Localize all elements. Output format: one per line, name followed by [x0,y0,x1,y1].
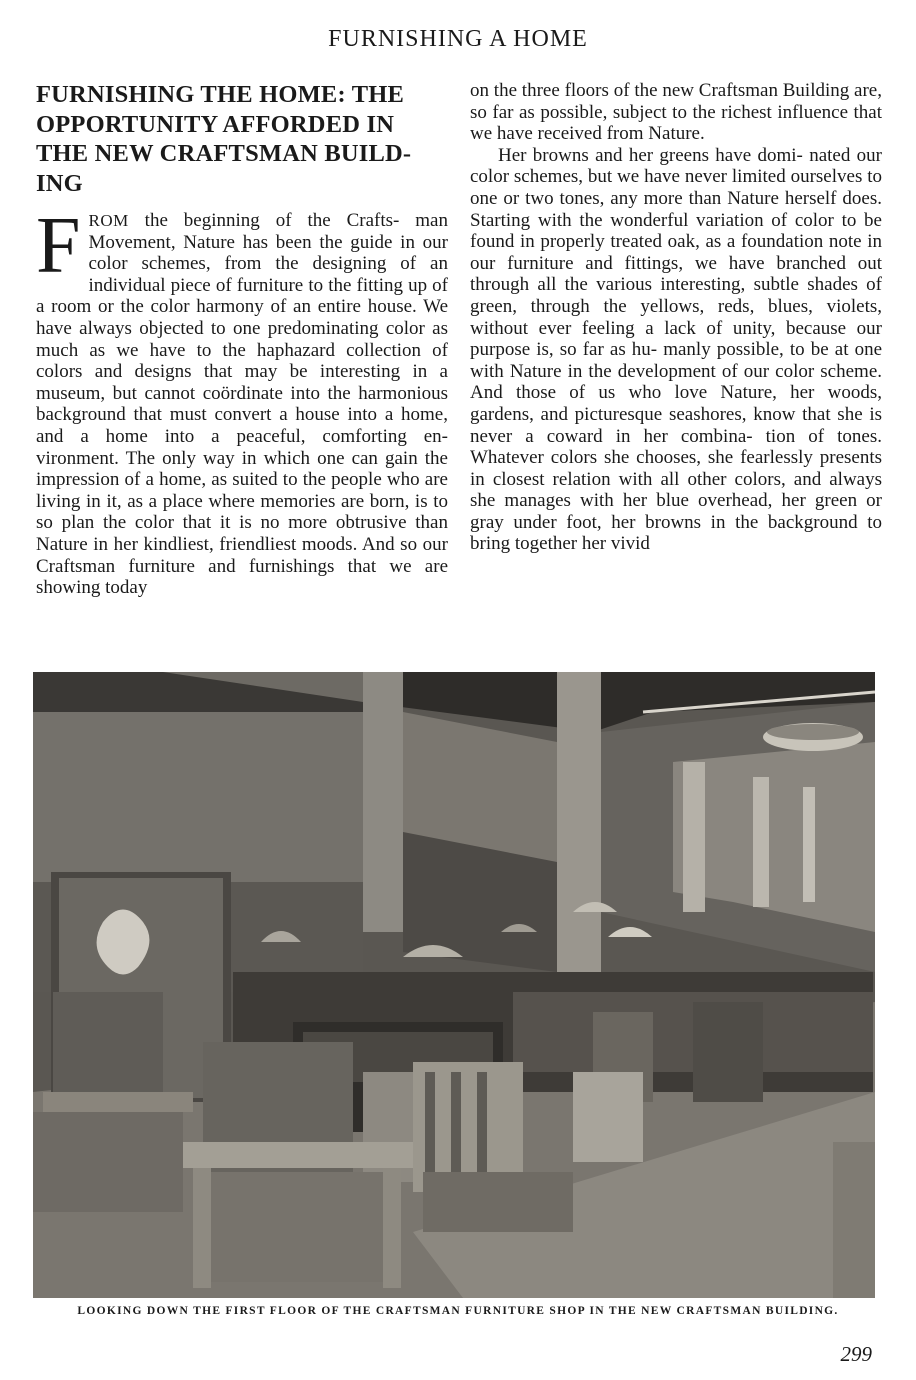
page-number: 299 [840,1342,872,1366]
showroom-photograph [33,672,875,1298]
right-column-paragraph: Her browns and her greens have domi- nated our color schemes, but we have never limited ourselves to one or two tones, any more than Nature herself does. Starting with the wonderful variation of color to be found in properly treated oak, as a foundation note in our furniture and fittings, we have branched out through all the various interesting, subtle shades of green, through the yellows, reds, blues, violets, without ever feeling a lack of unity, because our purpose is, so far as hu- manly possible, to be at one with Nature in the development of our color scheme. And those of us who love Nature, her woods, gardens, and picturesque seashores, know that she is never a coward in her combina- tion of tones. Whatever colors she chooses, she fearlessly presents in closest relation with all other colors, and always she manages with her blue overhead, her green or gray under foot, her browns in the background to bring together her vivid [470,144,882,555]
right-column [470,80,882,555]
drop-cap: F [36,202,81,290]
opening-smallcaps: ROM [88,211,129,230]
running-head: FURNISHING A HOME [328,26,588,52]
photo-caption: LOOKING DOWN THE FIRST FLOOR OF THE CRAFTSMAN FURNITURE SHOP IN THE NEW CRAFTSMAN BUILDING. [77,1305,839,1317]
opening-paragraph [36,202,448,599]
article-title: FURNISHING THE HOME: THE OPPORTUNITY AFFORDED IN THE NEW CRAFTSMAN BUILD- ING [36,81,412,197]
right-column-continuation: on the three floors of the new Craftsman Building are, so far as possible, subject to the richest influence that we have received from Nature. [470,80,882,145]
left-column [36,80,448,599]
left-column-text: the beginning of the Crafts- man Movement, Nature has been the guide in our color schemes, from the designing of an individual piece of furniture to the fitting up of a room or the color harmony of an entire house. We have always objected to one predominating color as much as we have to the haphazard collection of colors and designs that may be interesting in a museum, but cannot coördinate into the harmonious background that must convert a house into a home, and a home into a peaceful, comforting en- vironment. The only way in which one can gain the impression of a home, as suited to the people who are living in it, as a place where memories are born, is to so plan the color that it is no more obtrusive than Nature in her kindliest, friendliest moods. And so our Craftsman furniture and furnishings that we are showing today [36,210,448,599]
